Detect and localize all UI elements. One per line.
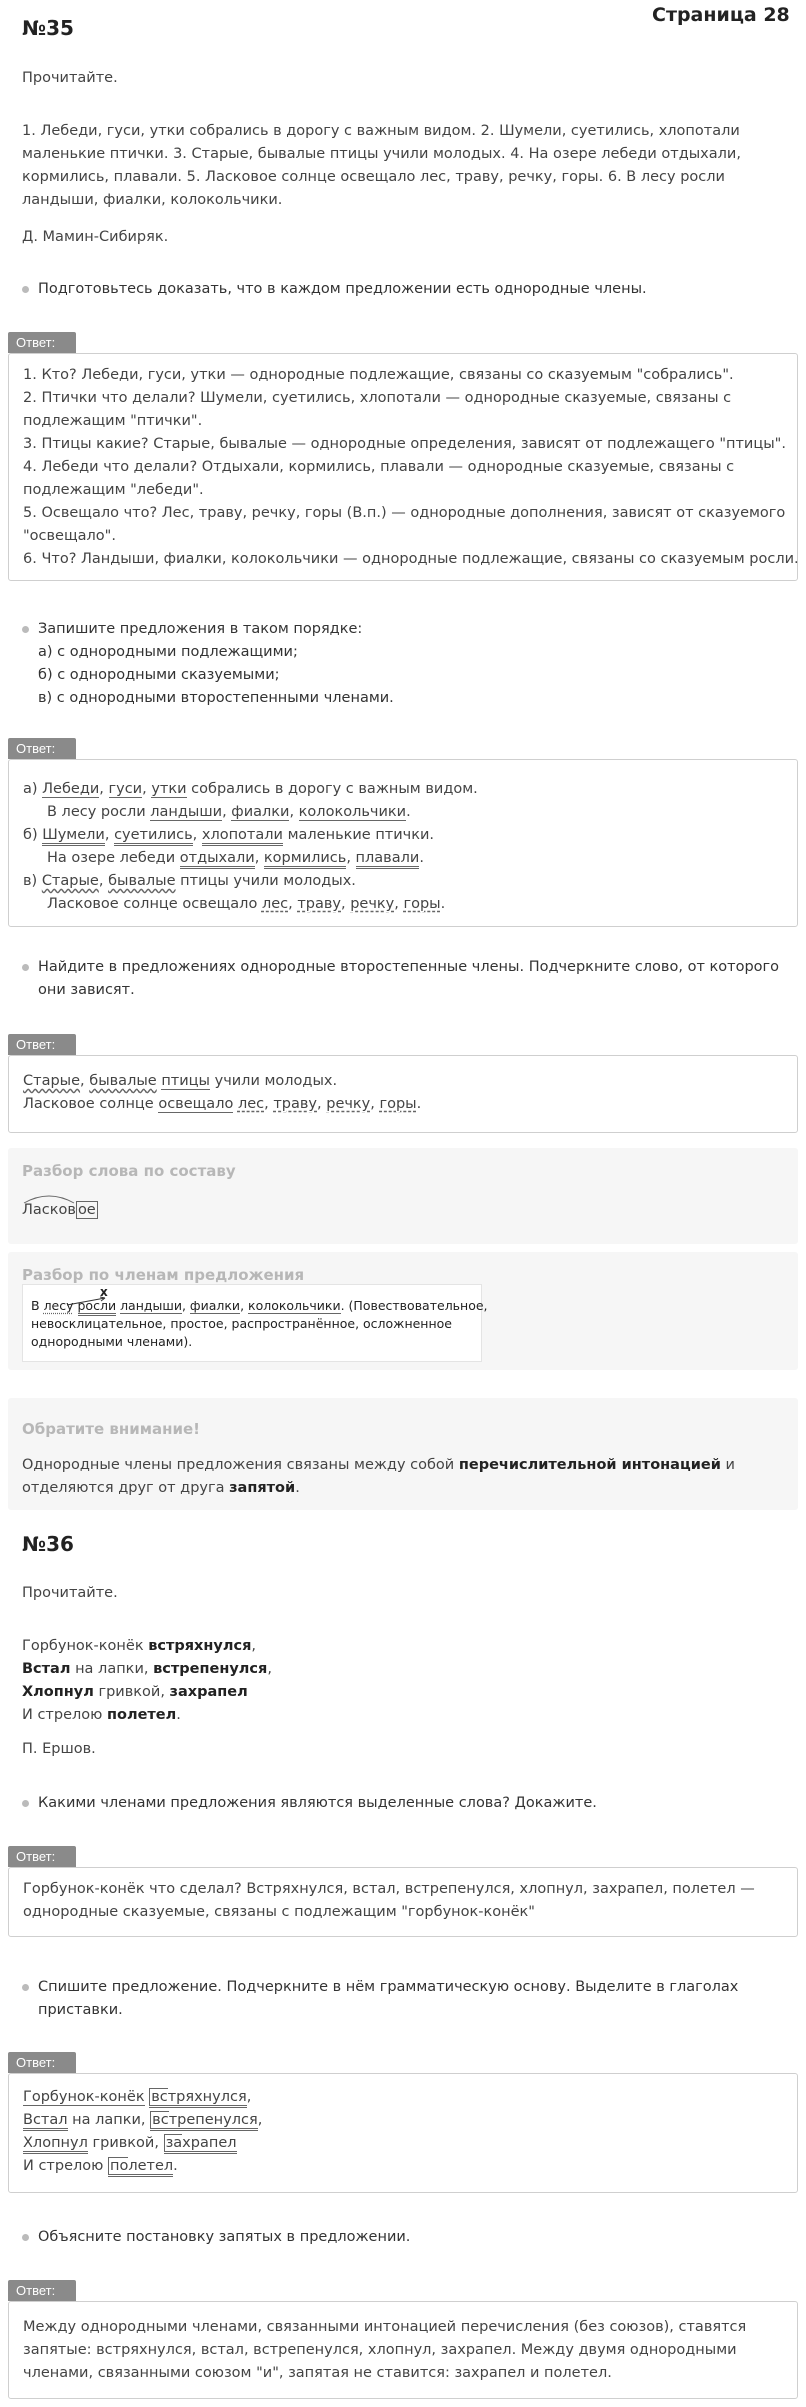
bullet-icon [22, 286, 29, 293]
syntax-line: однородными членами). [31, 1334, 193, 1349]
object-word: горы [379, 1096, 417, 1112]
task-item [22, 956, 782, 1002]
predicate-word: полетел [108, 2158, 173, 2177]
answer-line: Горбунок-конёк встряхнулся, [23, 2086, 783, 2109]
answer-box [8, 2301, 798, 2399]
note-line: отделяются друг от друга запятой. [22, 1480, 300, 1496]
note-line: Однородные члены предложения связаны между собой перечислительной интонацией и [22, 1457, 735, 1473]
subject-word: колокольчики [248, 1298, 341, 1313]
task-text: они зависят. [38, 982, 135, 998]
answer-line: 6. Что? Ландыши, фиалки, колокольчики — однородные подлежащие, связаны со сказуемым росли. [23, 551, 799, 567]
answer-tag: Ответ: [8, 738, 76, 759]
author: Д. Мамин-Сибиряк. [22, 229, 169, 245]
predicate-word: встрепенулся [150, 2112, 258, 2131]
object-word: лес [237, 1096, 265, 1112]
answer-line: На озере лебеди отдыхали, кормились, плавали. [23, 847, 783, 870]
task-text: Запишите предложения в таком порядке: [38, 621, 363, 637]
syntax-analysis-card [8, 1252, 798, 1370]
task-text: Какими членами предложения являются выделенные слова? Докажите. [38, 1795, 597, 1811]
predicate-word: Встал [23, 2112, 68, 2131]
subject-word: колокольчики [298, 804, 407, 820]
bullet-icon [22, 1800, 29, 1807]
answer-tag: Ответ: [8, 2280, 76, 2301]
task-item [22, 618, 782, 710]
morph-analysis-title: Разбор слова по составу [22, 1162, 236, 1180]
answer-line: Ласковое солнце освещало лес, траву, речку, горы. [47, 896, 446, 912]
subject-word: фиалки [189, 1298, 241, 1313]
morph-word [22, 1202, 98, 1218]
answer-line: а) Лебеди, гуси, утки собрались в дорогу с важным видом. [23, 781, 478, 797]
answer-line: 3. Птицы какие? Старые, бывалые — однородные определения, зависят от подлежащего "птицы". [23, 436, 786, 452]
instruction: Прочитайте. [22, 1585, 118, 1601]
task-text: Объясните постановку запятых в предложении. [38, 2229, 411, 2245]
answer-line: 5. Освещало что? Лес, траву, речку, горы (В.п.) — однородные дополнения, зависят от сказуемого [23, 505, 786, 521]
syntax-scheme [22, 1284, 488, 1362]
subject-word: ландыши [150, 804, 223, 820]
instruction: Прочитайте. [22, 70, 118, 86]
morph-analysis-card [8, 1148, 798, 1244]
head-word: освещало [158, 1096, 234, 1112]
predicate-word: суетились [114, 827, 193, 846]
answer-line: Между однородными членами, связанными интонацией перечисления (без союзов), ставятся [23, 2319, 747, 2335]
dependency-arrow-icon [65, 1295, 111, 1307]
predicate-word: Шумели [42, 827, 105, 846]
prefix-mark: по [109, 2158, 129, 2174]
answer-line: однородные сказуемые, связаны с подлежащим "горбунок-конёк" [23, 1904, 535, 1920]
attribute-word: бывалые [89, 1073, 157, 1089]
prefix-mark: вс [151, 2089, 168, 2105]
exercise-35-number: №35 [22, 16, 74, 40]
object-word: лес [261, 896, 289, 912]
head-word: птицы [161, 1073, 210, 1089]
bullet-icon [22, 1984, 29, 1991]
answer-tag: Ответ: [8, 1846, 76, 1867]
predicate-word: Хлопнул [23, 2135, 88, 2154]
attribute-word: бывалые [108, 873, 176, 889]
page-label: Страница 28 [652, 4, 790, 26]
answer-line: запятые: встряхнулся, встал, встрепенулся, хлопнул, захрапел. Между двумя однородными [23, 2342, 737, 2358]
answer-line: Встал на лапки, встрепенулся, [23, 2109, 783, 2132]
answer-line: Хлопнул гривкой, захрапел [23, 2132, 783, 2155]
task-text: а) с однородными подлежащими; [38, 644, 298, 660]
task-text: Подготовьтесь доказать, что в каждом предложении есть однородные члены. [38, 281, 647, 297]
subject-word: утки [151, 781, 187, 797]
answer-box [8, 353, 798, 581]
predicate-word: встряхнулся [149, 2089, 247, 2108]
circumstance-mark: x [100, 1285, 108, 1299]
prefix-mark: за [165, 2135, 183, 2151]
morph-ending: ое [77, 1202, 96, 1218]
syntax-line: невосклицательное, простое, распространённое, осложненное [31, 1316, 452, 1331]
root-arc-icon [22, 1192, 76, 1204]
task-item [22, 278, 782, 300]
predicate-word: отдыхали [180, 850, 255, 869]
answer-line: В лесу росли ландыши, фиалки, колокольчики. [47, 804, 411, 820]
object-word: речку [326, 1096, 371, 1112]
answer-tag: Ответ: [8, 332, 76, 353]
answer-line: Ласковое солнце освещало лес, траву, речку, горы. [23, 1096, 422, 1112]
note-card [8, 1398, 798, 1510]
task-text: приставки. [38, 2002, 123, 2018]
task-item [22, 2226, 782, 2248]
task-text: Найдите в предложениях однородные второстепенные члены. Подчеркните слово, от которого [38, 959, 780, 975]
text-line: 1. Лебеди, гуси, утки собрались в дорогу с важным видом. 2. Шумели, суетились, хлопотали [22, 123, 740, 139]
task-text: Спишите предложение. Подчеркните в нём грамматическую основу. Выделите в глаголах [38, 1979, 739, 1995]
bullet-icon [22, 626, 29, 633]
answer-tag: Ответ: [8, 2052, 76, 2073]
answer-box [8, 1867, 798, 1937]
task-text: б) с однородными сказуемыми; [38, 667, 280, 683]
answer-line: "освещало". [23, 528, 116, 544]
poem [22, 1635, 272, 1727]
text-line: маленькие птички. 3. Старые, бывалые птицы учили молодых. 4. На озере лебеди отдыхали, [22, 146, 741, 162]
note-text [22, 1454, 735, 1500]
answer-box [8, 759, 798, 927]
bullet-icon [22, 964, 29, 971]
object-word: траву [297, 896, 341, 912]
poem-line: Хлопнул гривкой, захрапел [22, 1684, 248, 1700]
poem-line: И стрелою полетел. [22, 1707, 181, 1723]
morph-root: Ласков [22, 1202, 76, 1218]
exercise-36-number: №36 [22, 1532, 74, 1556]
note-title: Обратите внимание! [22, 1420, 201, 1438]
poem-line: Встал на лапки, встрепенулся, [22, 1661, 272, 1677]
object-word: горы [403, 896, 441, 912]
predicate-word: росли [78, 1298, 117, 1316]
answer-box [8, 2073, 798, 2193]
answer-line: в) Старые, бывалые птицы учили молодых. [23, 873, 356, 889]
subject-word: гуси [108, 781, 143, 797]
attribute-word: Старые [23, 1073, 81, 1089]
answer-line: б) Шумели, суетились, хлопотали маленькие птички. [23, 824, 783, 847]
attribute-word: Старые [41, 873, 99, 889]
answer-line: 4. Лебеди что делали? Отдыхали, кормились, плавали — однородные сказуемые, связаны с [23, 459, 735, 475]
answer-box [8, 1055, 798, 1133]
author: П. Ершов. [22, 1741, 96, 1757]
subject-word: ландыши [120, 1298, 182, 1313]
task-item [22, 1976, 782, 2022]
answer-line: Старые, бывалые птицы учили молодых. [23, 1073, 338, 1089]
task-text: в) с однородными второстепенными членами. [38, 690, 394, 706]
predicate-word: плавали [356, 850, 420, 869]
prefix-mark: вс [152, 2112, 169, 2128]
subject-word: Лебеди [42, 781, 100, 797]
answer-line: Горбунок-конёк что сделал? Встряхнулся, встал, встрепенулся, хлопнул, захрапел, полетел — [23, 1881, 755, 1897]
bullet-icon [22, 2234, 29, 2241]
answer-tag: Ответ: [8, 1034, 76, 1055]
object-word: траву [273, 1096, 318, 1112]
answer-line: И стрелою полетел. [23, 2155, 783, 2178]
answer-line: 2. Птички что делали? Шумели, суетились, хлопотали — однородные сказуемые, связаны с [23, 390, 732, 406]
predicate-word: хлопотали [202, 827, 283, 846]
answer-line: подлежащим "лебеди". [23, 482, 204, 498]
syntax-analysis-title: Разбор по членам предложения [22, 1266, 305, 1284]
subject-word: Горбунок-конёк [23, 2089, 145, 2105]
task-item [22, 1792, 782, 1814]
text-line: кормились, плавали. 5. Ласковое солнце освещало лес, траву, речку, горы. 6. В лесу росли [22, 169, 725, 185]
circumstance-word: лесу [43, 1298, 74, 1313]
answer-line: членами, связанными союзом "и", запятая не ставится: захрапел и полетел. [23, 2365, 612, 2381]
source-text [22, 120, 792, 212]
predicate-word: захрапел [164, 2135, 237, 2154]
predicate-word: кормились [264, 850, 346, 869]
answer-line: 1. Кто? Лебеди, гуси, утки — однородные подлежащие, связаны со сказуемым "собрались". [23, 367, 734, 383]
text-line: ландыши, фиалки, колокольчики. [22, 192, 283, 208]
answer-line: подлежащим "птички". [23, 413, 203, 429]
subject-word: фиалки [231, 804, 290, 820]
object-word: речку [350, 896, 395, 912]
syntax-line: В лесу росли ландыши, фиалки, колокольчики. (Повествовательное, [31, 1297, 473, 1315]
poem-line: Горбунок-конёк встряхнулся, [22, 1638, 257, 1654]
